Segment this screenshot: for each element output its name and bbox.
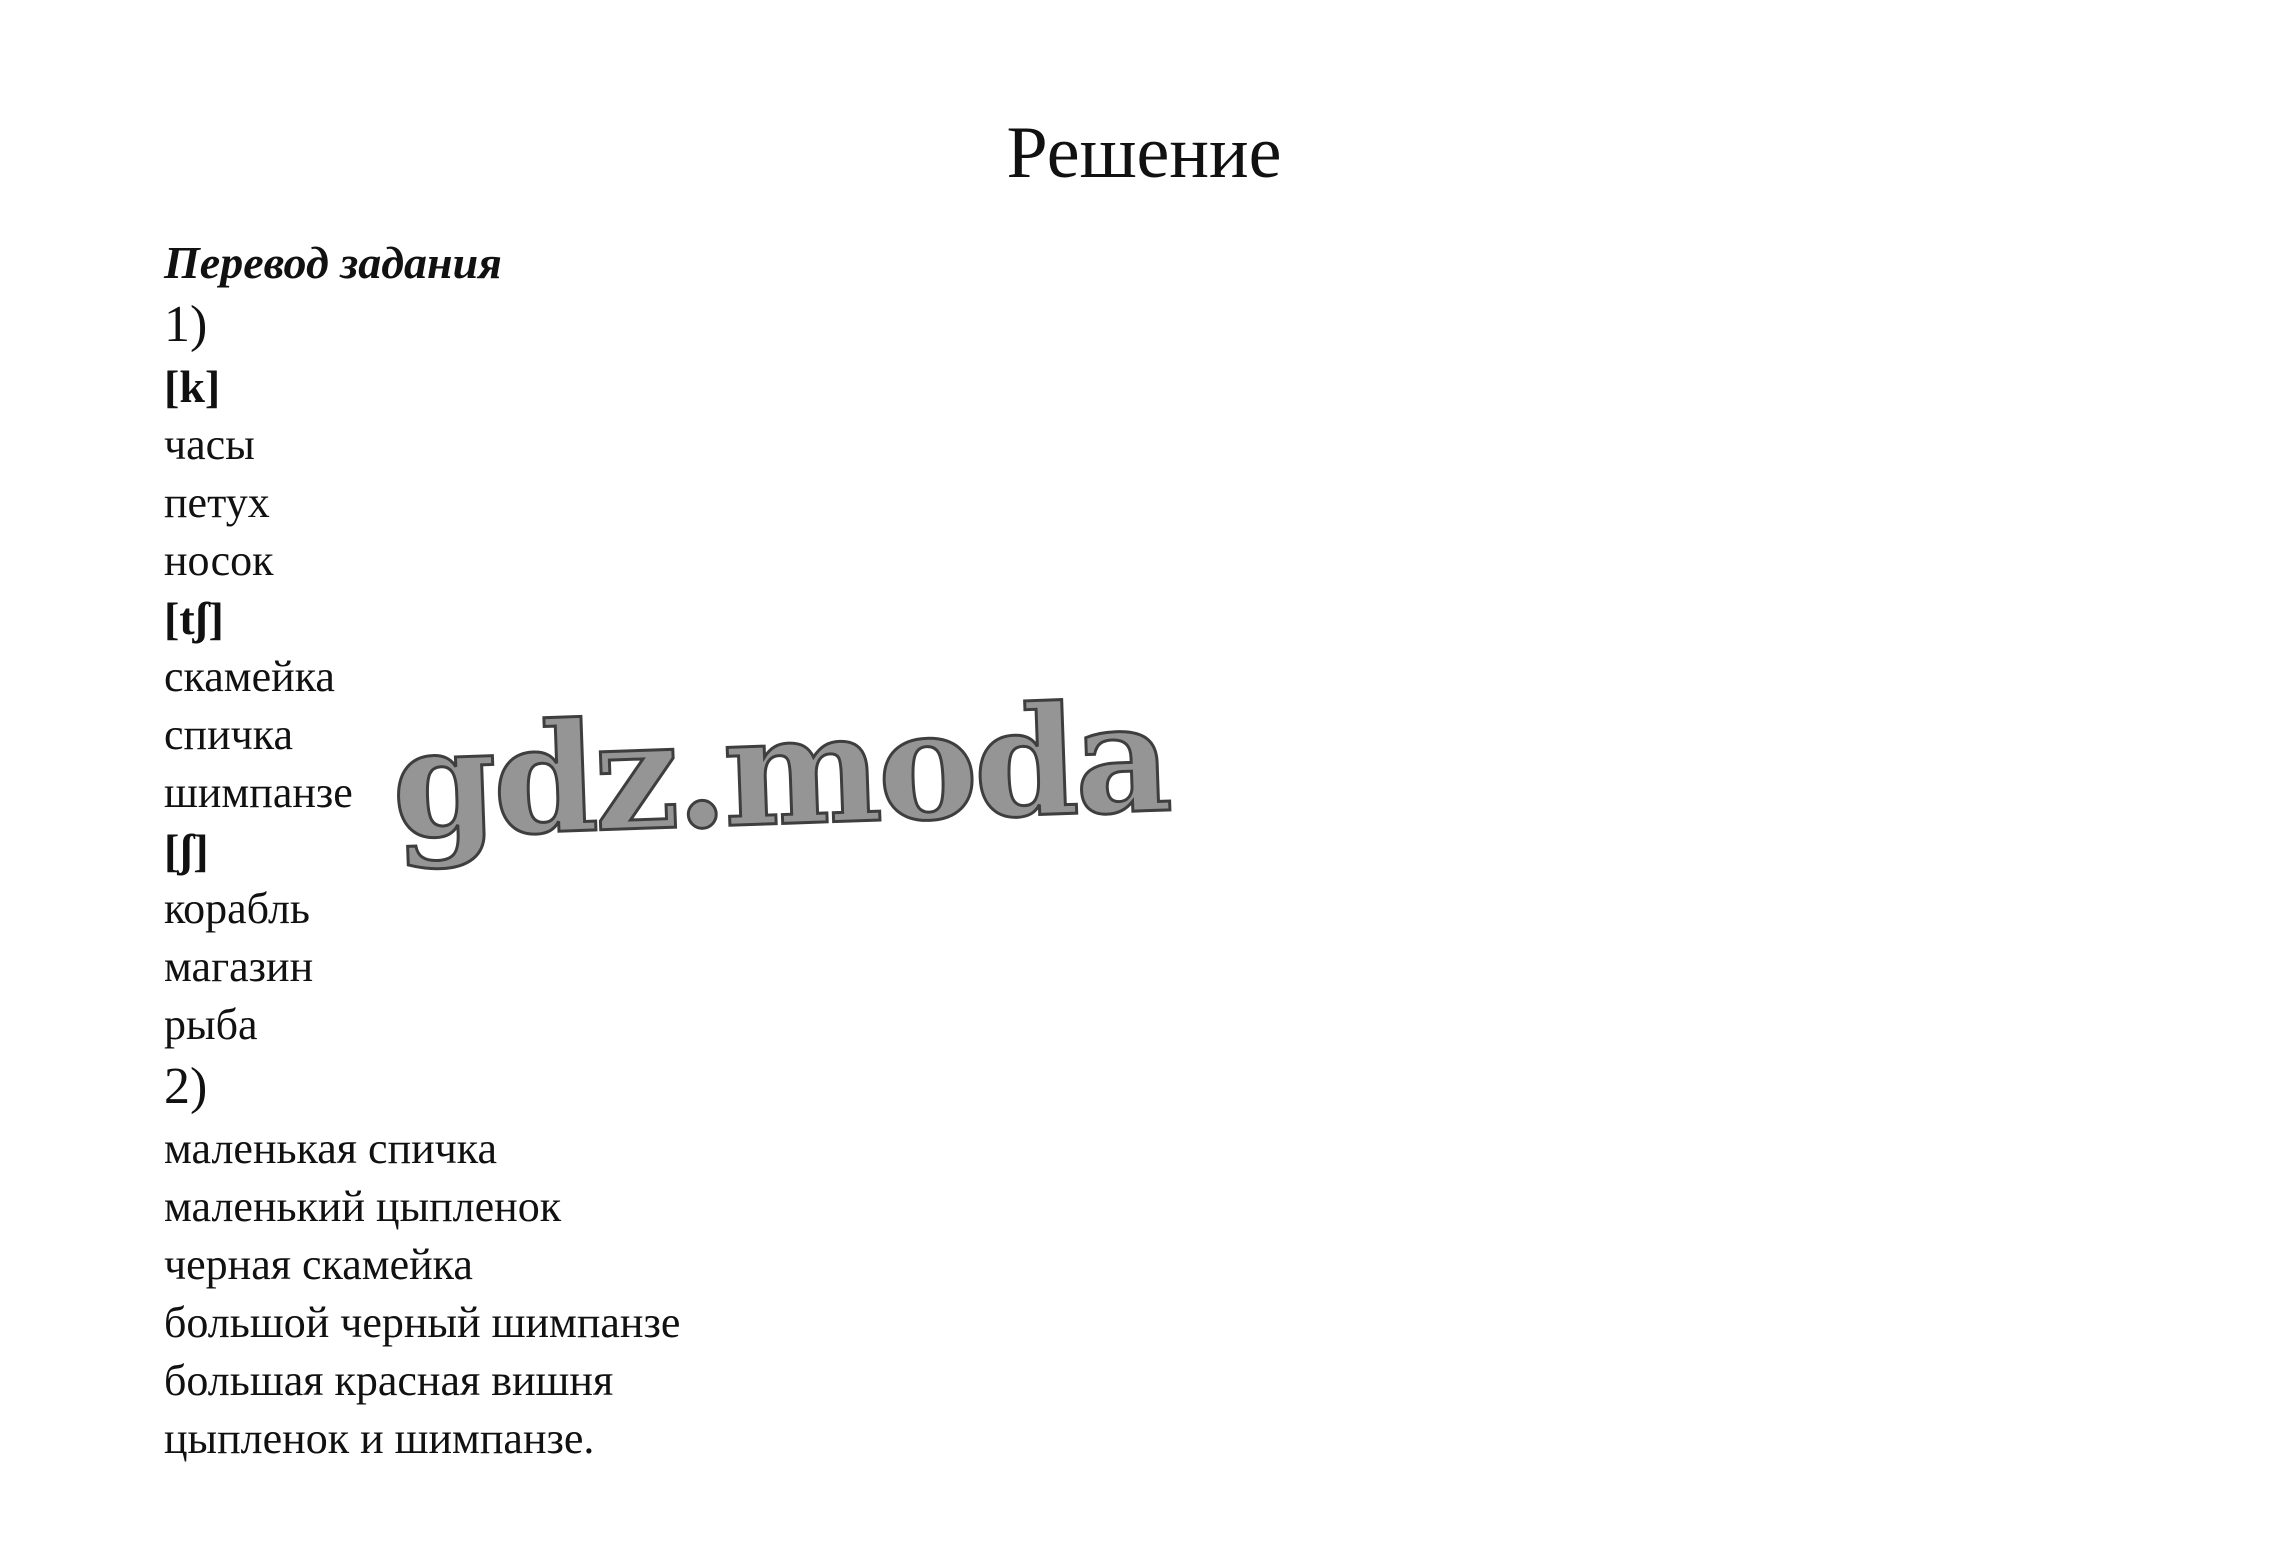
word-item: корабль (164, 884, 310, 933)
watermark: gdz.moda (388, 669, 1171, 873)
part-1-number: 1) (164, 296, 208, 353)
part-2-number: 2) (164, 1058, 208, 1115)
phrase-list (164, 1120, 1564, 1468)
sound-label: [tʃ] (164, 593, 224, 644)
word-item: носок (164, 536, 274, 585)
page-title: Решение (1006, 112, 1282, 194)
task-translation-heading: Перевод задания (164, 237, 502, 288)
phrase-item: маленький цыпленок (164, 1182, 562, 1231)
word-item: спичка (164, 710, 293, 759)
sound-label: [k] (164, 361, 221, 412)
phrase-item: большая красная вишня (164, 1356, 614, 1405)
phrase-item: черная скамейка (164, 1240, 473, 1289)
phrase-item: большой черный шимпанзе (164, 1298, 681, 1347)
word-item: петух (164, 478, 270, 527)
word-item: скамейка (164, 652, 335, 701)
word-item: магазин (164, 942, 314, 991)
sound-group-k (164, 358, 1564, 590)
word-item: рыба (164, 1000, 258, 1049)
word-item: шимпанзе (164, 768, 353, 817)
word-item: часы (164, 420, 255, 469)
phrase-item: маленькая спичка (164, 1124, 498, 1173)
phrase-item: цыпленок и шимпанзе. (164, 1414, 595, 1463)
sound-label: [ʃ] (164, 825, 209, 876)
